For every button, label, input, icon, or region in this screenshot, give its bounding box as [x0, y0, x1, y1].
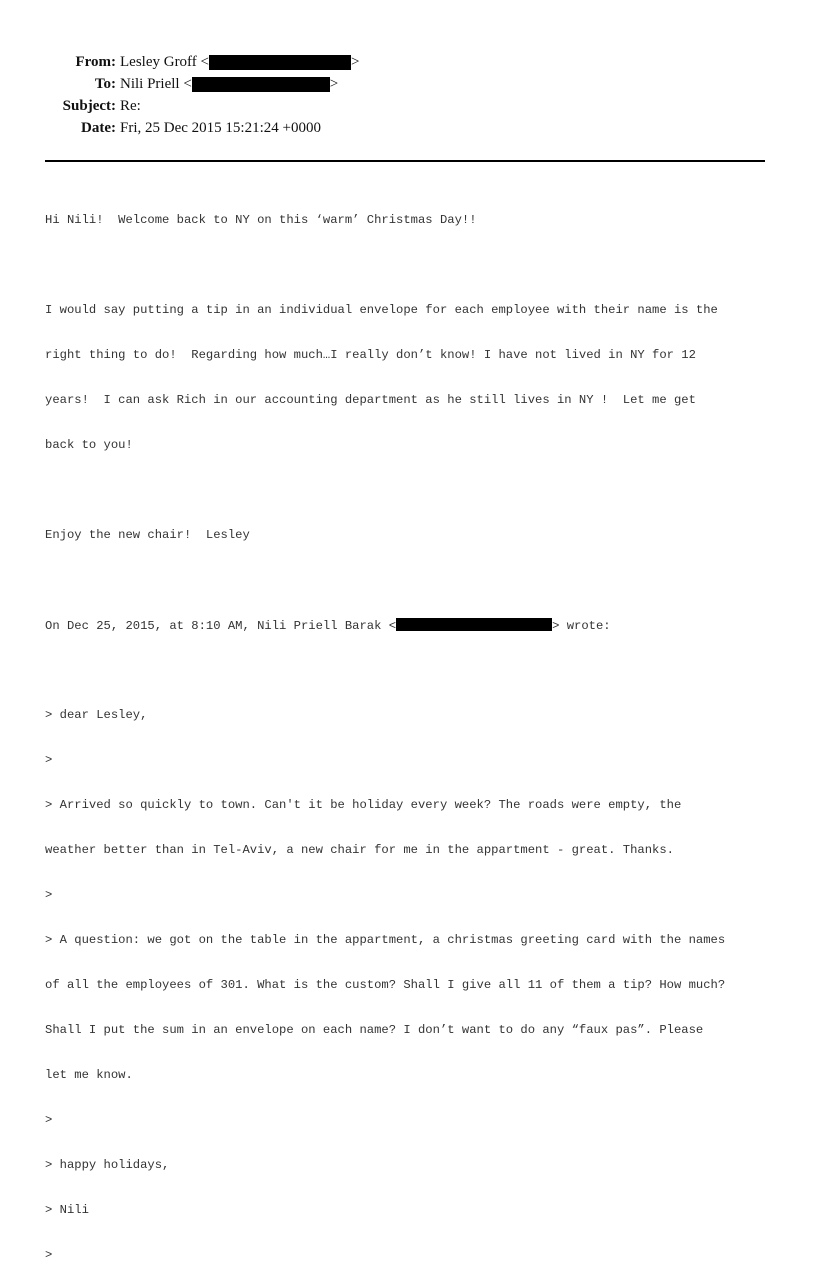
quoted-line: >	[45, 1113, 53, 1127]
quoted-line: > Arrived so quickly to town. Can't it be holiday every week? The roads were empty, the	[45, 798, 682, 812]
quoted-line: > happy holidays,	[45, 1158, 170, 1172]
wrote-suffix: > wrote:	[552, 619, 611, 633]
para-line: years! I can ask Rich in our accounting department as he still lives in NY ! Let me get	[45, 393, 696, 407]
quoted-line: > A question: we got on the table in the appartment, a christmas greeting card with the names	[45, 933, 726, 947]
signoff-line: Enjoy the new chair! Lesley	[45, 528, 250, 542]
to-name: Nili Priell <	[120, 76, 192, 92]
quoted-line: >	[45, 1248, 53, 1262]
redacted-email-to	[192, 77, 330, 92]
redacted-email-from	[209, 55, 351, 70]
wrote-line	[45, 618, 785, 633]
subject-label: Subject:	[62, 98, 116, 114]
to-close: >	[329, 76, 339, 92]
quoted-line: > Nili	[45, 1203, 89, 1217]
email-body	[45, 183, 785, 1278]
quoted-line: let me know.	[45, 1068, 133, 1082]
header-divider	[45, 160, 765, 162]
email-header	[0, 51, 359, 139]
subject-row	[0, 95, 359, 117]
quoted-line: Shall I put the sum in an envelope on each name? I don’t want to do any “faux pas”. Please	[45, 1023, 704, 1037]
quoted-line: of all the employees of 301. What is the custom? Shall I give all 11 of them a tip? How much?	[45, 978, 726, 992]
to-label: To:	[94, 76, 116, 92]
para-line: I would say putting a tip in an individual envelope for each employee with their name is the	[45, 303, 718, 317]
quoted-line: weather better than in Tel-Aviv, a new chair for me in the appartment - great. Thanks.	[45, 843, 674, 857]
para-line: right thing to do! Regarding how much…I really don’t know! I have not lived in NY for 12	[45, 348, 696, 362]
wrote-prefix: On Dec 25, 2015, at 8:10 AM, Nili Priell Barak <	[45, 619, 397, 633]
quoted-line: >	[45, 888, 53, 902]
date-label: Date:	[81, 120, 116, 136]
from-row	[0, 51, 359, 73]
from-close: >	[351, 54, 360, 70]
from-name: Lesley Groff <	[120, 54, 209, 70]
date-row	[0, 117, 359, 139]
redacted-email-quoted	[396, 618, 552, 631]
to-row	[0, 73, 359, 95]
quoted-line: > dear Lesley,	[45, 708, 148, 722]
quoted-line: >	[45, 753, 53, 767]
greeting-line: Hi Nili! Welcome back to NY on this ‘warm’ Christmas Day!!	[45, 213, 477, 227]
subject-value: Re:	[120, 98, 141, 114]
from-label: From:	[75, 54, 116, 70]
date-value: Fri, 25 Dec 2015 15:21:24 +0000	[120, 120, 321, 136]
para-line: back to you!	[45, 438, 133, 452]
